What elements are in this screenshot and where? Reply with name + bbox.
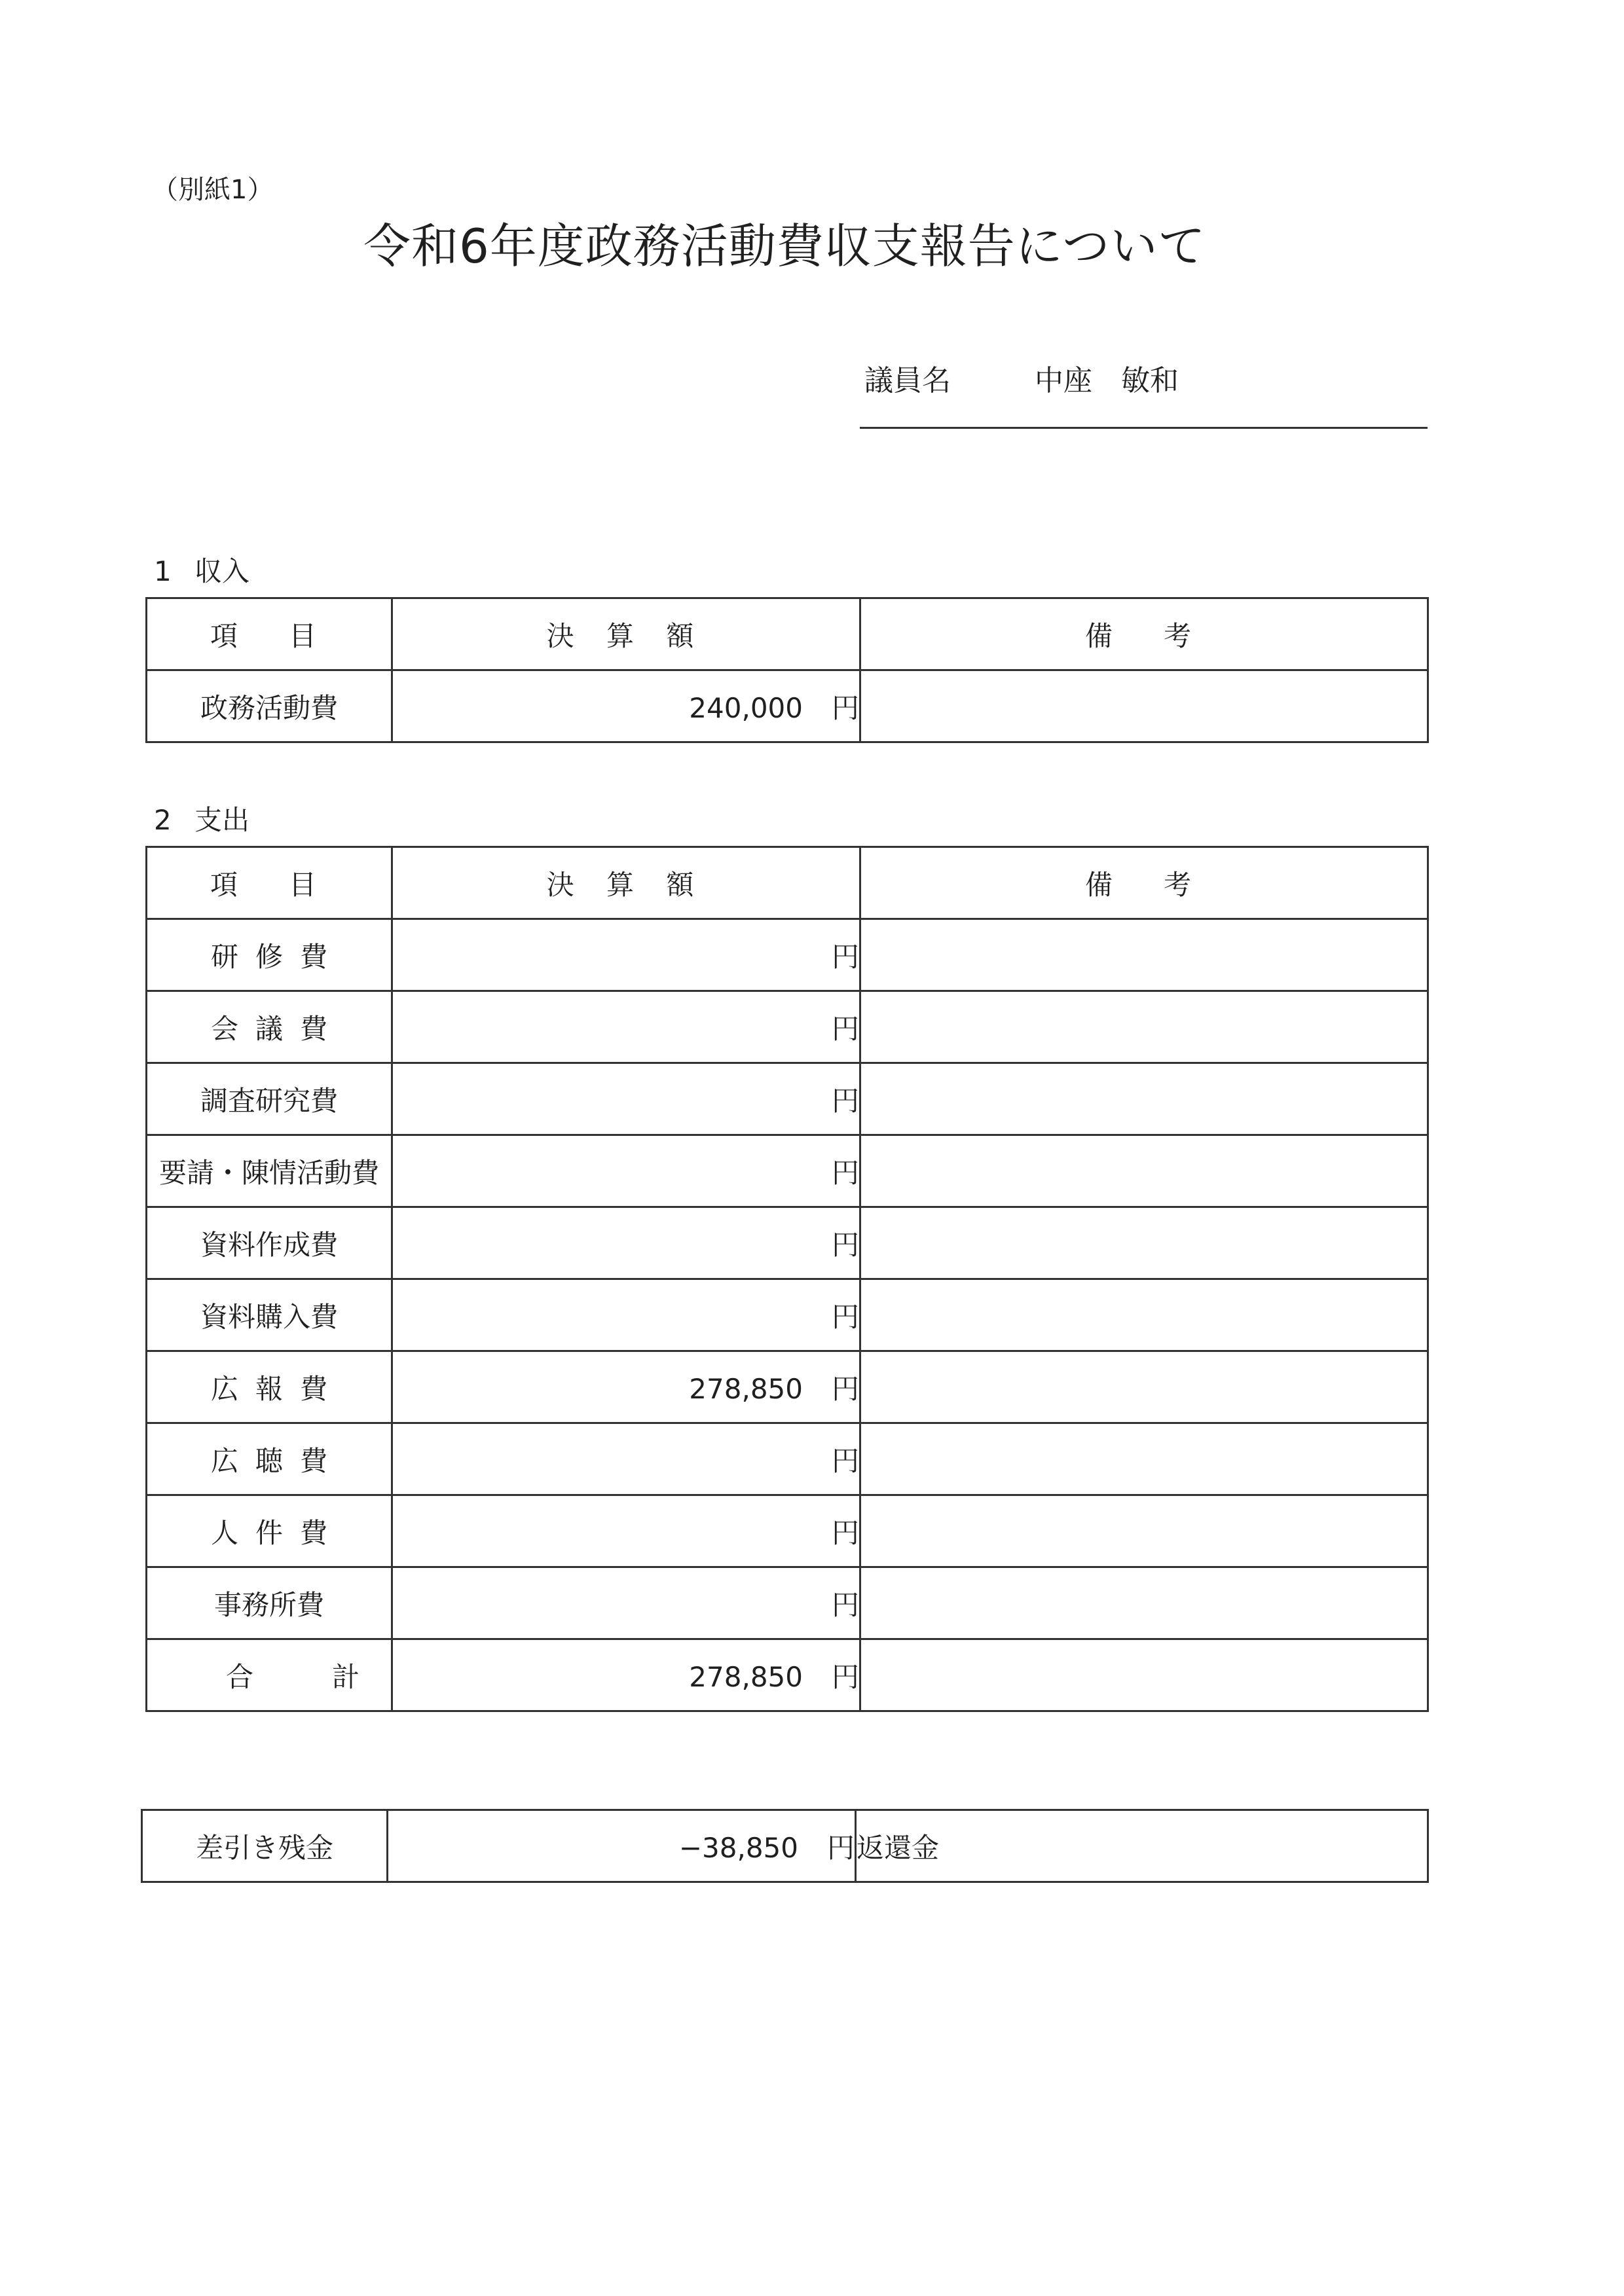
expenditure-note <box>860 1207 1428 1279</box>
expenditure-amount: 円 <box>392 991 860 1063</box>
expenditure-note <box>860 1279 1428 1351</box>
expenditure-heading-label: 支出 <box>194 804 250 836</box>
expenditure-amount: 円 <box>392 1279 860 1351</box>
expenditure-note <box>860 1567 1428 1639</box>
income-heading-label: 収入 <box>194 555 250 587</box>
expenditure-item: 研修費 <box>147 919 392 991</box>
expenditure-row-training <box>147 919 1428 991</box>
expenditure-header-row <box>147 847 1428 919</box>
income-header-amount: 決 算 額 <box>392 598 860 670</box>
income-header-row <box>147 598 1428 670</box>
expenditure-row-research <box>147 1063 1428 1135</box>
income-heading <box>154 550 249 589</box>
expenditure-item: 要請・陳情活動費 <box>147 1135 392 1207</box>
expenditure-heading-number: 2 <box>154 804 172 836</box>
member-underline <box>860 427 1428 429</box>
income-heading-number: 1 <box>154 555 172 587</box>
expenditure-item: 事務所費 <box>147 1567 392 1639</box>
expenditure-item: 会議費 <box>147 991 392 1063</box>
member-name: 中座 敏和 <box>1035 364 1179 397</box>
balance-table <box>141 1809 1429 1883</box>
expenditure-header-amount: 決 算 額 <box>392 847 860 919</box>
income-row <box>147 670 1428 742</box>
expenditure-amount: 278,850 円 <box>392 1351 860 1423</box>
expenditure-total-label: 合計 <box>147 1639 392 1711</box>
expenditure-item: 広聴費 <box>147 1423 392 1495</box>
expenditure-row-materials-purchase <box>147 1279 1428 1351</box>
expenditure-amount: 円 <box>392 1207 860 1279</box>
expenditure-row-total <box>147 1639 1428 1711</box>
balance-label: 差引き残金 <box>142 1810 388 1882</box>
expenditure-header-item: 項 目 <box>147 847 392 919</box>
expenditure-note <box>860 1135 1428 1207</box>
expenditure-amount: 円 <box>392 1495 860 1567</box>
attachment-label: （別紙1） <box>152 175 274 205</box>
document-title: 令和6年度政務活動費収支報告について <box>363 219 1206 274</box>
expenditure-total-note <box>860 1639 1428 1711</box>
expenditure-header-note: 備 考 <box>860 847 1428 919</box>
expenditure-row-public-hearing <box>147 1423 1428 1495</box>
expenditure-note <box>860 1423 1428 1495</box>
expenditure-amount: 円 <box>392 1063 860 1135</box>
expenditure-item: 調査研究費 <box>147 1063 392 1135</box>
balance-amount: −38,850 円 <box>388 1810 856 1882</box>
income-note <box>860 670 1428 742</box>
expenditure-amount: 円 <box>392 1423 860 1495</box>
expenditure-item: 人件費 <box>147 1495 392 1567</box>
expenditure-note <box>860 919 1428 991</box>
expenditure-item: 資料作成費 <box>147 1207 392 1279</box>
income-item: 政務活動費 <box>147 670 392 742</box>
member-label: 議員名 <box>864 364 951 397</box>
expenditure-row-office <box>147 1567 1428 1639</box>
income-table <box>145 597 1429 743</box>
expenditure-heading <box>154 799 249 838</box>
expenditure-row-meeting <box>147 991 1428 1063</box>
expenditure-total-amount: 278,850 円 <box>392 1639 860 1711</box>
member-name-line <box>864 357 1179 399</box>
income-header-note: 備 考 <box>860 598 1428 670</box>
expenditure-note <box>860 1063 1428 1135</box>
expenditure-amount: 円 <box>392 1567 860 1639</box>
expenditure-row-publicity <box>147 1351 1428 1423</box>
expenditure-table <box>145 846 1429 1712</box>
balance-note: 返還金 <box>856 1810 1428 1882</box>
expenditure-row-personnel <box>147 1495 1428 1567</box>
expenditure-note <box>860 1351 1428 1423</box>
expenditure-row-materials-creation <box>147 1207 1428 1279</box>
expenditure-item: 資料購入費 <box>147 1279 392 1351</box>
expenditure-item: 広報費 <box>147 1351 392 1423</box>
expenditure-note <box>860 1495 1428 1567</box>
expenditure-amount: 円 <box>392 919 860 991</box>
balance-row <box>142 1810 1428 1882</box>
income-amount: 240,000 円 <box>392 670 860 742</box>
expenditure-note <box>860 991 1428 1063</box>
expenditure-row-petition <box>147 1135 1428 1207</box>
income-header-item: 項 目 <box>147 598 392 670</box>
expenditure-amount: 円 <box>392 1135 860 1207</box>
